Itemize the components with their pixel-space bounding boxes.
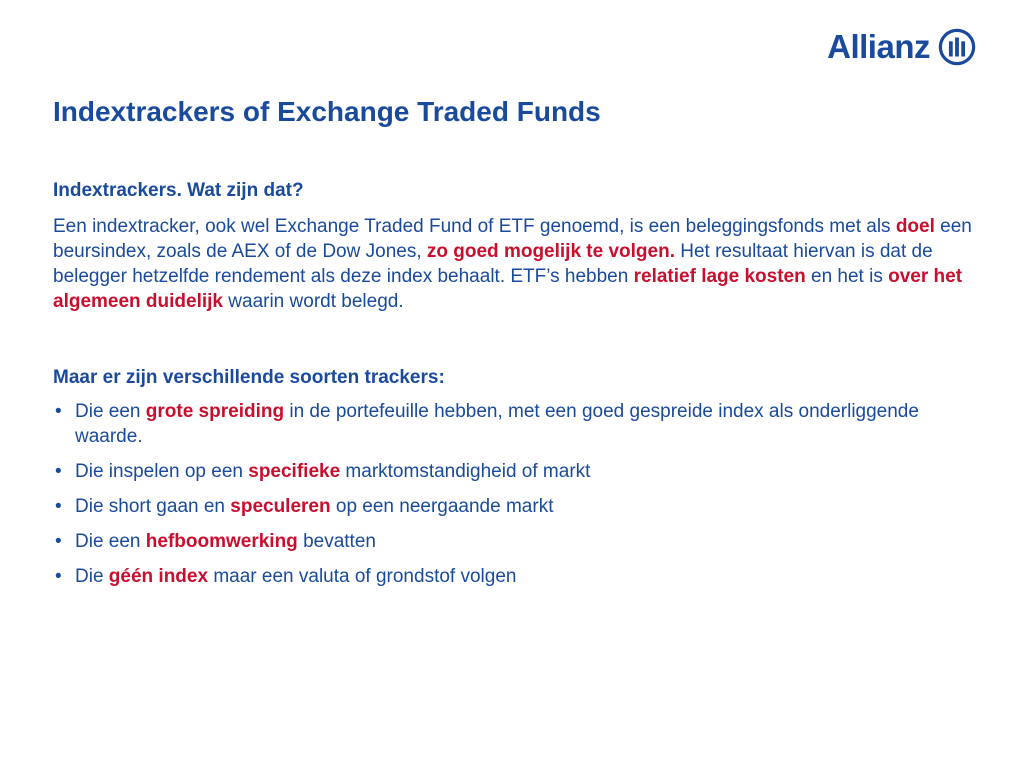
slide-title: Indextrackers of Exchange Traded Funds — [53, 96, 601, 127]
bullet-text: Die inspelen op een — [75, 461, 249, 482]
bullet-text: maar een valuta of grondstof volgen — [208, 566, 517, 587]
bullet-text: Die een — [75, 401, 146, 422]
highlight-text: hefboomwerking — [145, 531, 298, 552]
highlight-text: over het algemeen duidelijk — [53, 266, 963, 312]
highlight-text: zo goed mogelijk te volgen. — [426, 241, 675, 262]
bullet-text: op een neergaande markt — [330, 496, 554, 517]
list-item — [53, 494, 973, 519]
logo-text: Allianz — [827, 28, 930, 65]
bullet-text: Die — [75, 566, 109, 587]
allianz-eagle-icon — [938, 28, 976, 66]
paragraph-text: Het resultaat hiervan is dat de belegger hetzelfde rendement als deze index behaalt. ETF’s hebben — [53, 241, 933, 287]
bullet-text: marktomstandigheid of markt — [340, 461, 591, 482]
bullet-text: Die short gaan en — [75, 496, 231, 517]
list-item — [53, 399, 973, 449]
paragraph-text: Een indextracker, ook wel Exchange Traded Fund of ETF genoemd, is een beleggingsfonds met als — [53, 216, 896, 237]
highlight-text: relatief lage kosten — [633, 266, 806, 287]
paragraph-text: waarin wordt belegd. — [223, 291, 404, 312]
highlight-text: grote spreiding — [145, 401, 285, 422]
intro-paragraph — [53, 214, 973, 314]
section-heading: Maar er zijn verschillende soorten trackers: — [53, 367, 445, 388]
allianz-logo — [827, 28, 976, 66]
bullet-text: in de portefeuille hebben, met een goed gespreide index als onderliggende waarde. — [75, 401, 919, 447]
highlight-text: doel — [895, 216, 935, 237]
bullet-text: bevatten — [297, 531, 376, 552]
bullet-text: Die een — [75, 531, 146, 552]
highlight-text: géén index — [108, 566, 209, 587]
paragraph-text: een beursindex, zoals de AEX of de Dow Jones, — [53, 216, 972, 262]
section-subtitle: Indextrackers. Wat zijn dat? — [53, 180, 304, 201]
list-item — [53, 459, 973, 484]
paragraph-text: en het is — [805, 266, 889, 287]
tracker-types-list — [53, 399, 973, 589]
list-item — [53, 564, 973, 589]
highlight-text: speculeren — [230, 496, 331, 517]
slide-content — [53, 178, 973, 599]
highlight-text: specifieke — [248, 461, 341, 482]
list-item — [53, 529, 973, 554]
